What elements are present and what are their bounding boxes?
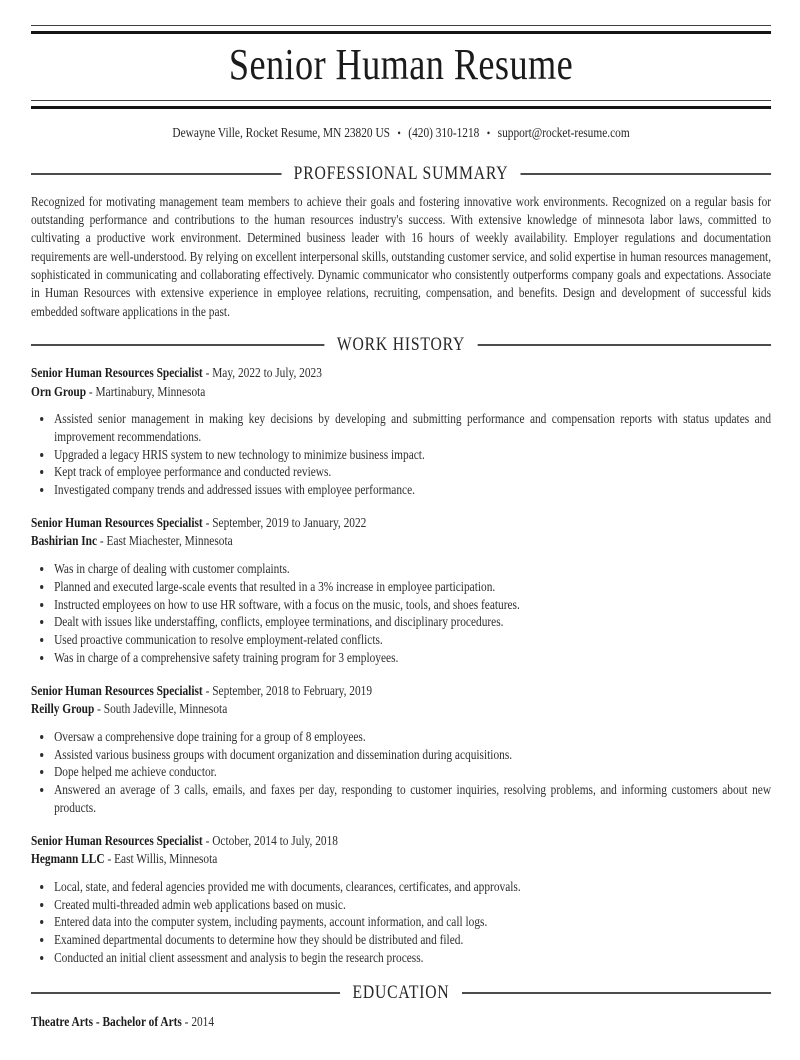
job-bullet: • Oversaw a comprehensive dope training for a group of 8 employees. — [52, 728, 771, 746]
heading-rule-left — [31, 992, 340, 994]
job-company-line — [31, 383, 771, 402]
contact-separator-dot: • — [486, 126, 491, 141]
job-title-line — [31, 832, 771, 851]
job-bullet: • Dealt with issues like understaffing, conflicts, employee terminations, and disciplinary procedures. — [52, 613, 771, 631]
job-bullets — [31, 410, 771, 499]
heading-rule-left — [31, 344, 324, 346]
job-entry — [31, 514, 771, 667]
job-bullet: • Upgraded a legacy HRIS system to new technology to minimize business impact. — [52, 446, 771, 464]
heading-rule-right — [462, 992, 771, 994]
resume-title: Senior Human Resume — [228, 40, 574, 89]
job-bullet: • Created multi-threaded admin web applications based on music. — [52, 896, 771, 914]
job-bullet: • Instructed employees on how to use HR software, with a focus on the music, tools, and shoes features. — [52, 596, 771, 614]
job-entry — [31, 832, 771, 967]
job-title: Senior Human Resources Specialist — [31, 682, 203, 698]
page-content — [31, 25, 771, 1031]
job-bullet: • Used proactive communication to resolve employment-related conflicts. — [52, 631, 771, 649]
contact-separator-dot: • — [397, 126, 401, 141]
job-company: Orn Group — [31, 383, 87, 399]
contact-phone: (420) 310-1218 — [408, 125, 480, 141]
job-bullet: • Kept track of employee performance and conducted reviews. — [52, 463, 771, 481]
job-location: - East Willis, Minnesota — [104, 851, 218, 867]
professional-summary-text: Recognized for motivating management team members to achieve their goals and fostering innovative work environments. Recognized on a regular basis for outstanding performance and contributions to the human resources industry's success. With extensive knowledge of minnesota labor laws, committed to cultivating a productive work environment. Determined business leader with 16 hours of weekly availability. Employer regulations and documentation requirements are well-understood. By relying on excellent interpersonal skills, outstanding customer service, and solid expertise in human resources management, sophisticated in communicating and collaborating effectively. Dynamic communicator who consistently outperforms company goals and expectations. Associate in Human Resources with extensive experience in employee relations, recruiting, compensation, and benefits. Design and development of successful kids embedded software applications in the past. — [31, 193, 772, 319]
job-title-line — [31, 514, 771, 533]
job-title: Senior Human Resources Specialist — [31, 514, 203, 530]
heading-rule-left — [31, 173, 281, 175]
job-bullet: • Investigated company trends and addressed issues with employee performance. — [52, 481, 771, 499]
work-history-heading — [31, 334, 771, 356]
job-entry — [31, 682, 771, 817]
job-bullet: • Planned and executed large-scale events that resulted in a 3% increase in employee participation. — [52, 578, 771, 596]
education-degree: Theatre Arts - Bachelor of Arts — [31, 1013, 182, 1029]
job-location: - South Jadeville, Minnesota — [94, 701, 228, 717]
job-title: Senior Human Resources Specialist — [31, 365, 203, 380]
job-dates: - October, 2014 to July, 2018 — [202, 832, 338, 848]
professional-summary-heading — [31, 163, 771, 185]
heading-rule-right — [521, 173, 771, 175]
job-bullet: • Assisted senior management in making key decisions by developing and submitting performance and compensation reports with status updates and improvement recommendations. — [52, 410, 771, 446]
job-location: - Martinabury, Minnesota — [86, 383, 206, 399]
top-double-rule — [31, 25, 771, 34]
contact-email: support@rocket-resume.com — [497, 125, 630, 141]
heading-text: WORK HISTORY — [336, 334, 466, 355]
contact-location: Dewayne Ville, Rocket Resume, MN 23820 US — [172, 125, 390, 141]
job-title: Senior Human Resources Specialist — [31, 832, 203, 848]
education-separator: - — [181, 1013, 192, 1029]
job-dates: - September, 2018 to February, 2019 — [202, 682, 373, 698]
job-bullets — [31, 728, 771, 817]
heading-text: EDUCATION — [352, 981, 450, 1003]
job-bullet: • Was in charge of a comprehensive safety training program for 3 employees. — [52, 649, 771, 667]
job-bullet: • Was in charge of dealing with customer complaints. — [52, 560, 771, 578]
job-bullet: • Conducted an initial client assessment and analysis to begin the research process. — [52, 949, 771, 967]
heading-text: PROFESSIONAL SUMMARY — [293, 162, 509, 184]
job-title-line — [31, 682, 771, 701]
education-year: 2014 — [191, 1013, 215, 1029]
job-bullets — [31, 878, 771, 967]
job-bullet: • Answered an average of 3 calls, emails, and faxes per day, responding to customer inquiries, resolving problems, and informing customers about new products. — [52, 781, 771, 817]
job-title-line — [31, 364, 771, 383]
job-location: - East Miachester, Minnesota — [97, 533, 233, 549]
resume-page — [0, 25, 800, 1031]
job-company-line — [31, 850, 771, 869]
job-bullet: • Entered data into the computer system, including payments, account information, and call logs. — [52, 913, 771, 931]
education-heading — [31, 982, 771, 1004]
job-bullets — [31, 560, 771, 667]
job-company: Reilly Group — [31, 701, 95, 717]
job-company-line — [31, 700, 771, 719]
job-bullet: • Dope helped me achieve conductor. — [52, 763, 771, 781]
contact-line — [31, 124, 771, 142]
job-bullet: • Examined departmental documents to determine how they should be distributed and filed. — [52, 931, 771, 949]
job-entry — [31, 364, 771, 499]
job-company-line — [31, 532, 771, 551]
job-company: Bashirian Inc — [31, 533, 98, 549]
title-double-rule — [31, 100, 771, 109]
education-entry — [31, 1013, 771, 1031]
job-dates: - September, 2019 to January, 2022 — [202, 514, 367, 530]
job-bullet: • Local, state, and federal agencies provided me with documents, clearances, certificates, and approvals. — [52, 878, 771, 896]
heading-rule-right — [478, 344, 771, 346]
job-bullet: • Assisted various business groups with document organization and dissemination during acquisitions. — [52, 746, 771, 764]
job-dates: - May, 2022 to July, 2023 — [202, 365, 322, 380]
job-company: Hegmann LLC — [31, 851, 105, 867]
job-list — [31, 364, 771, 967]
